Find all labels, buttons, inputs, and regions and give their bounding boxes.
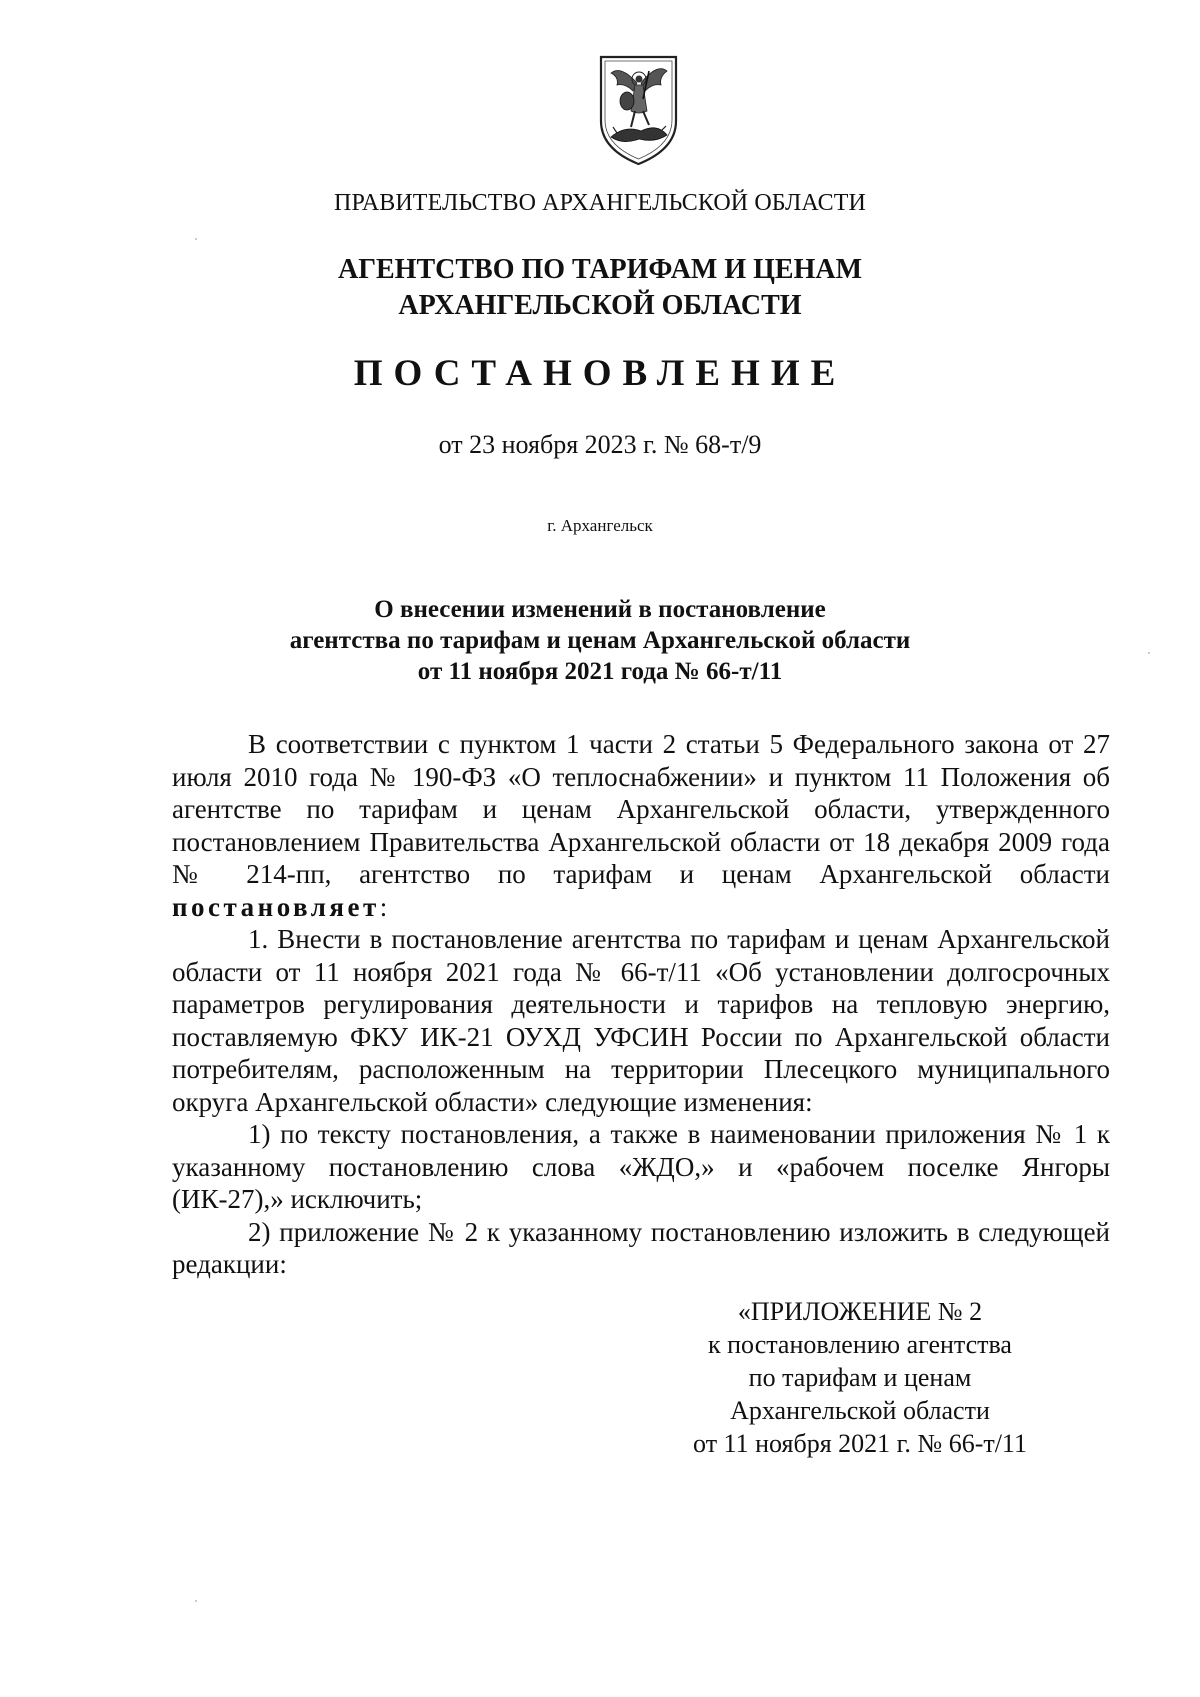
document-city: г. Архангельск xyxy=(547,516,653,535)
scan-speck xyxy=(195,238,197,240)
document-subject xyxy=(0,594,1200,687)
document-type-title: ПОСТАНОВЛЕНИЕ xyxy=(353,353,847,394)
scan-speck xyxy=(195,1600,197,1602)
subject-line3: от 11 ноября 2021 года № 66-т/11 xyxy=(417,658,783,685)
resolves-punct: : xyxy=(379,891,388,922)
scan-speck xyxy=(1148,652,1150,654)
appendix-line1: «ПРИЛОЖЕНИЕ № 2 xyxy=(737,1297,983,1326)
appendix-line3: по тарифам и ценам xyxy=(748,1363,972,1392)
preamble-text: В соответствии с пунктом 1 части 2 статьи 5 Федерального закона от 27 июля 2010 года № 190-ФЗ «О теплоснабжении» и пунктом 11 Положения об агентстве по тарифам и ценам Архангельской области, утвержденного постановлением Правительства Архангельской области от 18 декабря 2009 года № 214-пп, агентство по тарифам и ценам Архангельской области xyxy=(172,729,1110,889)
agency-name xyxy=(0,252,1200,324)
appendix-header xyxy=(660,1295,1060,1460)
government-name: ПРАВИТЕЛЬСТВО АРХАНГЕЛЬСКОЙ ОБЛАСТИ xyxy=(334,190,866,216)
appendix-line4: Архангельской области xyxy=(730,1396,990,1425)
item-1-paragraph: 1. Внести в постановление агентства по тарифам и ценам Архангельской области от 11 ноября 2021 года № 66-т/11 «Об установлении долгосрочных параметров регулирования деятельности и тарифов на тепловую энергию, поставляемую ФКУ ИК-21 ОУХД УФСИН России по Архангельской области потребителям, расположенным на территории Плесецкого муниципального округа Архангельской области» следующие изменения: xyxy=(172,924,1110,1117)
archangel-coat-of-arms-icon xyxy=(597,53,680,168)
subitem-2-paragraph: 2) приложение № 2 к указанному постановлению изложить в следующей редакции: xyxy=(172,1216,1110,1279)
subject-line2: агентства по тарифам и ценам Архангельской области xyxy=(289,627,911,654)
agency-name-line2: АРХАНГЕЛЬСКОЙ ОБЛАСТИ xyxy=(398,290,802,321)
appendix-line5: от 11 ноября 2021 г. № 66-т/11 xyxy=(693,1429,1027,1458)
subitem-1-paragraph: 1) по тексту постановления, а также в наименовании приложения № 1 к указанному постановлению слова «ЖДО,» и «рабочем поселке Янгоры (ИК-27),» исключить; xyxy=(172,1119,1110,1214)
appendix-line2: к постановлению агентства xyxy=(708,1330,1012,1359)
document-body xyxy=(172,728,1110,1281)
document-date-number: от 23 ноября 2023 г. № 68-т/9 xyxy=(438,430,762,459)
preamble-paragraph xyxy=(172,728,1110,923)
agency-name-line1: АГЕНТСТВО ПО ТАРИФАМ И ЦЕНАМ xyxy=(337,254,863,285)
subject-line1: О внесении изменений в постановление xyxy=(374,596,826,623)
resolves-word: постановляет xyxy=(172,891,380,922)
